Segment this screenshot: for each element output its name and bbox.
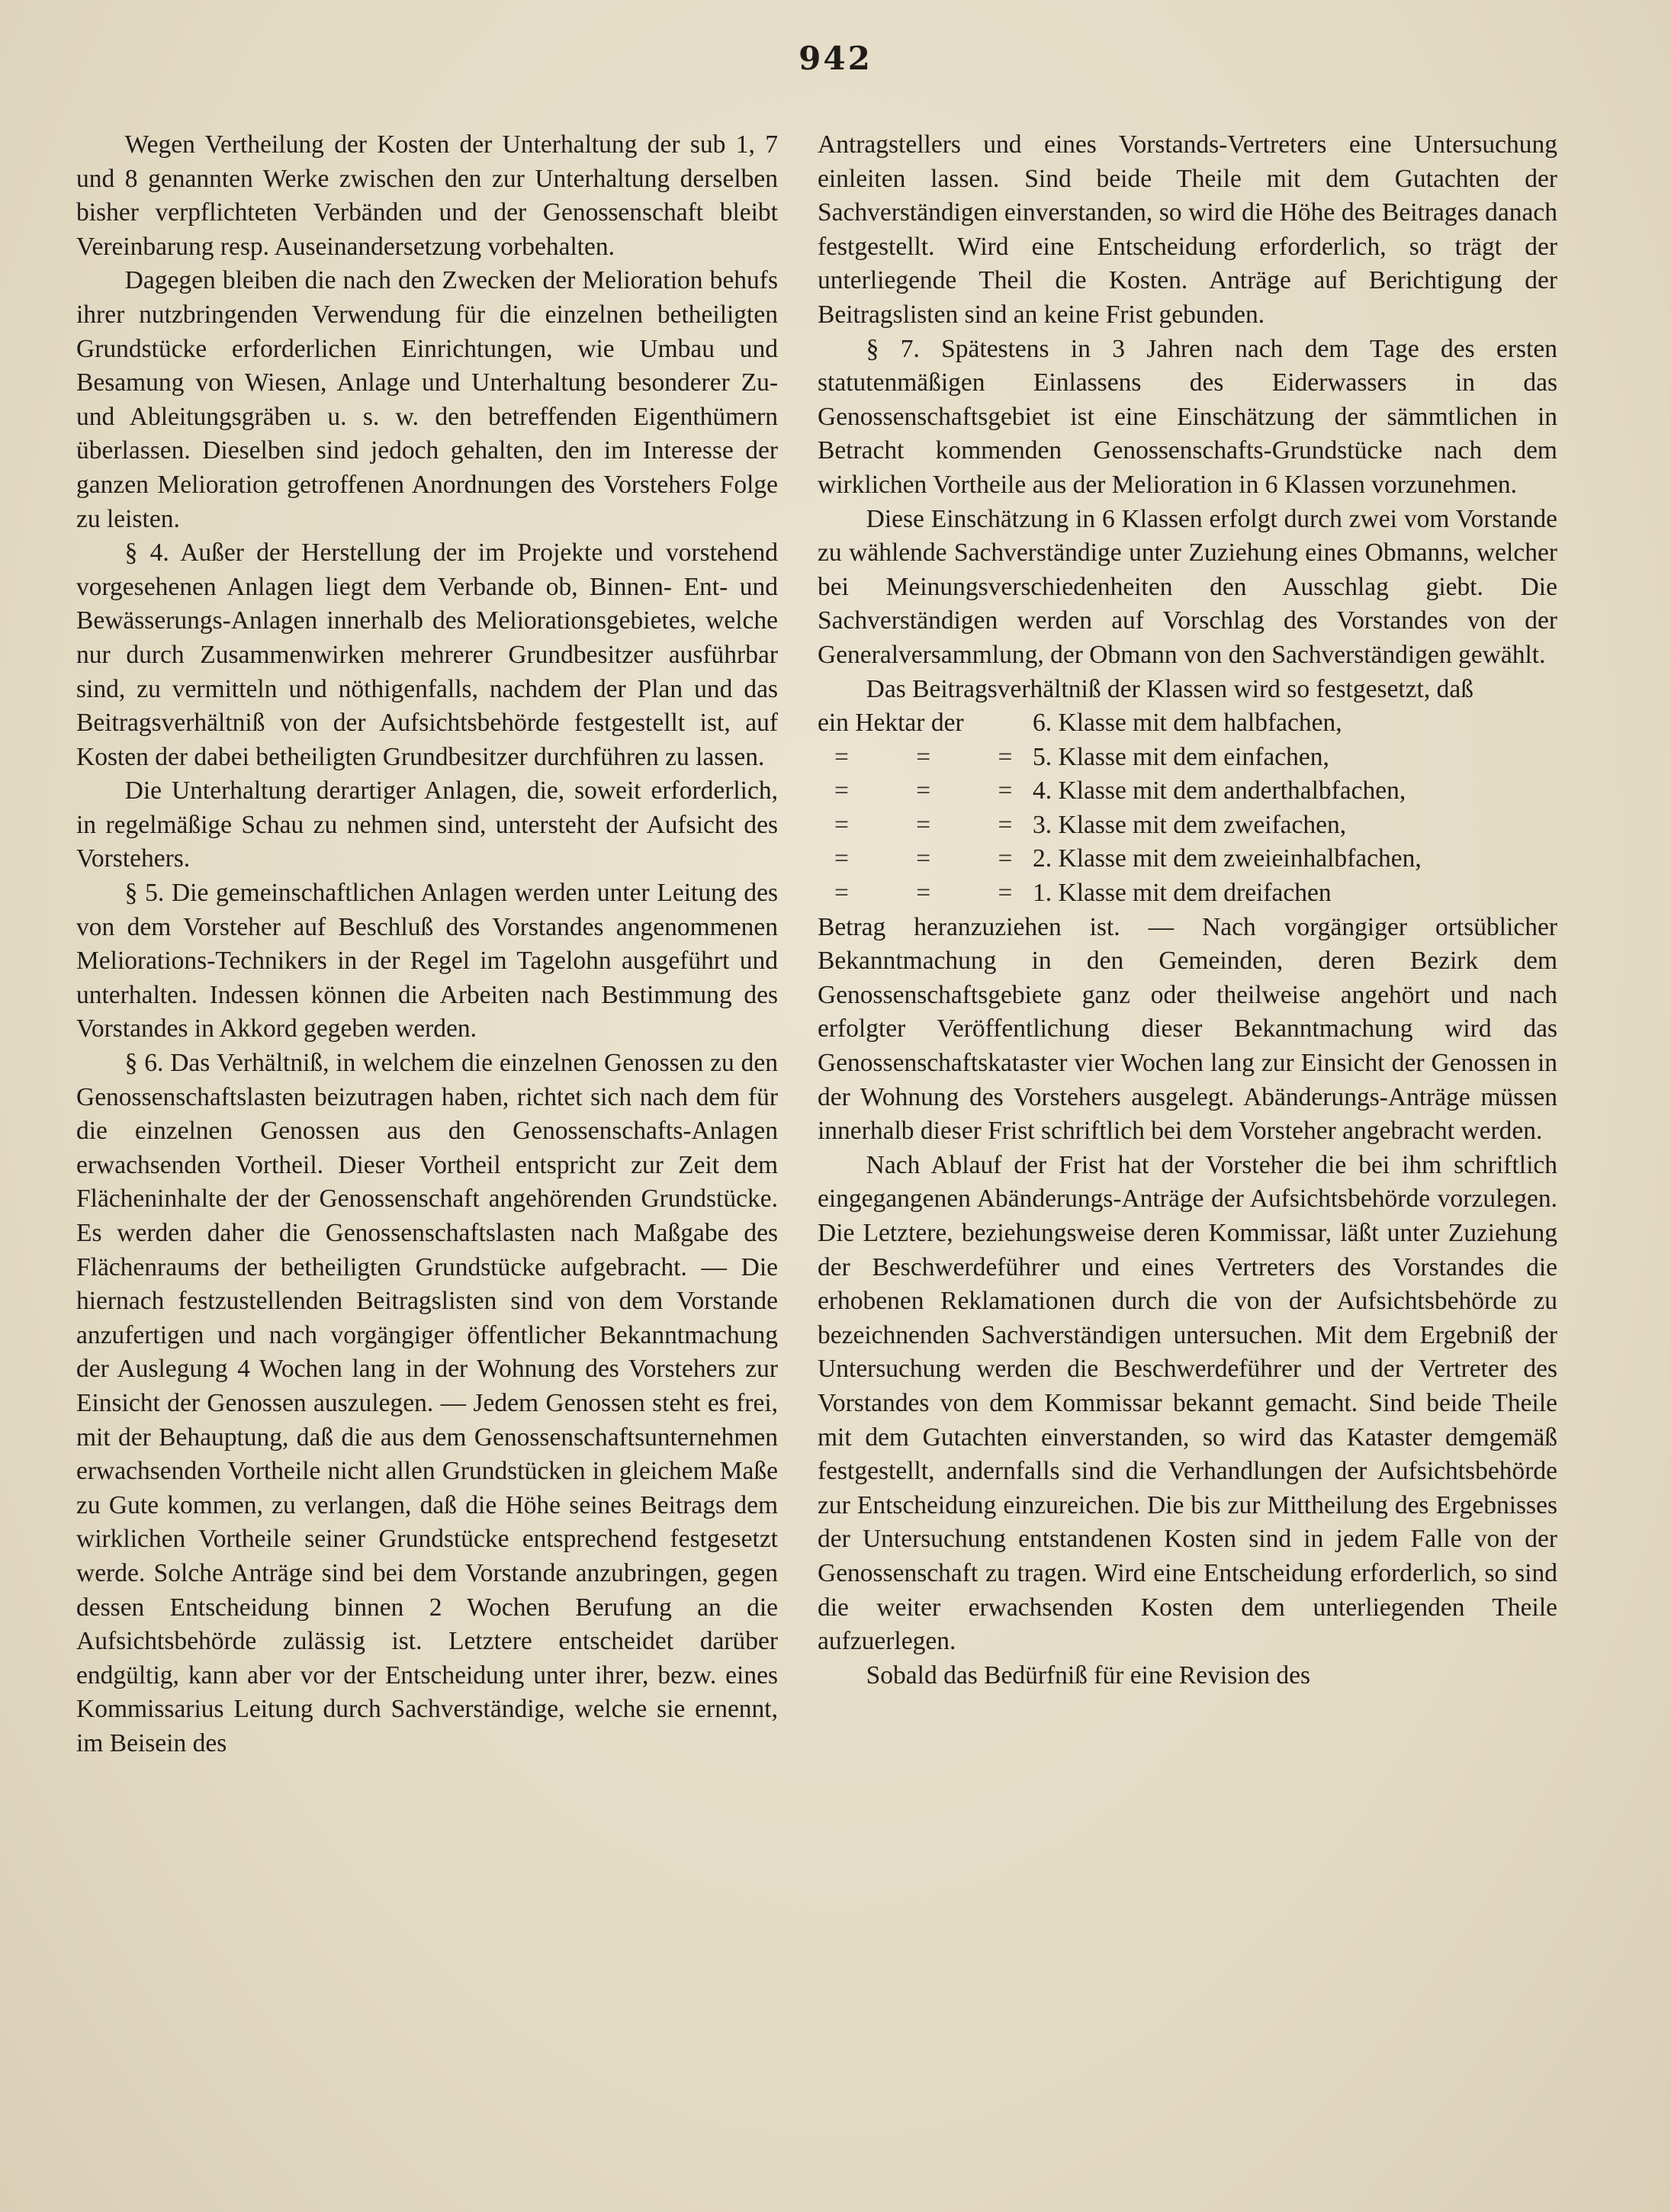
paragraph: § 6. Das Verhältniß, in welchem die einzelnen Genossen zu den Genossenschaftslasten beizutragen haben, richtet sich nach dem für die einzelnen Genossen aus den Genossenschafts-Anlagen erwachsenden Vortheil. Dieser Vortheil entspricht zur Zeit dem Flächeninhalte der der Genossenschaft angehörenden Grundstücke. Es werden daher die Genossenschaftslasten nach Maßgabe des Flächenraums der betheiligten Grundstücke aufgebracht. — Die hiernach festzustellenden Beitragslisten sind von dem Vorstande anzufertigen und nach vorgängiger öffentlicher Bekanntmachung der Auslegung 4 Wochen lang in der Wohnung des Vorstehers zur Einsicht der Genossen auszulegen. — Jedem Genossen steht es frei, mit der Behauptung, daß die aus dem Genossenschaftsunternehmen erwachsenden Vortheile nicht allen Grundstücken in gleichem Maße zu Gute kommen, zu verlangen, daß die Höhe seines Beitrags dem wirklichen Vortheile seiner Grundstücke entsprechend festgesetzt werde. Solche Anträge sind bei dem Vorstande anzubringen, gegen dessen Entscheidung binnen 2 Wochen Berufung an die Aufsichtsbehörde zulässig ist. Letztere entscheidet darüber endgültig, kann aber vor der Entscheidung unter ihrer, bezw. eines Kommissarius Leitung durch Sachverständige, welche sie ernennt, im Beisein des <box>76 1049 778 1757</box>
paragraph: Die Unterhaltung derartiger Anlagen, die, soweit erforderlich, in regelmäßige Schau zu nehmen sind, untersteht der Aufsicht des Vorstehers. <box>76 776 778 873</box>
paragraph: Betrag heranzuziehen ist. — Nach vorgängiger ortsüblicher Bekanntmachung in den Gemeinden, deren Bezirk dem Genossenschaftsgebiete ganz oder theilweise angehört und nach erfolgter Veröffentlichung dieser Bekanntmachung wird das Genossenschaftskataster vier Wochen lang zur Einsicht der Genossen in der Wohnung des Vorstehers ausgelegt. Abänderungs-Anträge müssen innerhalb dieser Frist schriftlich bei dem Vorsteher angebracht werden. <box>818 912 1557 1146</box>
class-row <box>818 741 1557 775</box>
paragraph: Nach Ablauf der Frist hat der Vorsteher die bei ihm schriftlich eingegangenen Abänderungs-Anträge der Aufsichtsbehörde vorzulegen. Die Letztere, beziehungsweise deren Kommissar, läßt unter Zuziehung der Beschwerdeführer und eines Vertreters des Vorstandes die erhobenen Reklamationen durch die von der Aufsichtsbehörde zu bezeichnenden Sachverständigen untersuchen. Mit dem Ergebniß der Untersuchung werden die Beschwerdeführer und der Vertreter des Vorstandes von dem Kommissar bekannt gemacht. Sind beide Theile mit dem Gutachten einverstanden, so wird das Kataster demgemäß festgestellt, andernfalls sind die Verhandlungen der Aufsichtsbehörde zur Entscheidung einzureichen. Die bis zur Mittheilung des Ergebnisses der Untersuchung entstandenen Kosten sind in jedem Falle von der Genossenschaft zu tragen. Wird eine Entscheidung erforderlich, so sind die weiter erwachsenden Kosten dem unterliegenden Theile aufzuerlegen. <box>818 1150 1557 1656</box>
paragraph: Diese Einschätzung in 6 Klassen erfolgt durch zwei vom Vorstande zu wählende Sachverständige unter Zuziehung eines Obmanns, welcher bei Meinungsverschiedenheiten den Ausschlag giebt. Die Sachverständigen werden auf Vorschlag des Vorstandes von der Generalversammlung, der Obmann von den Sachverständigen gewählt. <box>818 504 1557 669</box>
paragraph: § 4. Außer der Herstellung der im Projekte und vorstehend vorgesehenen Anlagen liegt dem Verbande ob, Binnen- Ent- und Bewässerungs-Anlagen innerhalb des Meliorationsgebietes, welche nur durch Zusammenwirken mehrerer Grundbesitzer ausführbar sind, zu vermitteln und nöthigenfalls, nachdem der Plan und das Beitragsverhältniß von der Aufsichtsbehörde festgestellt ist, auf Kosten der dabei betheiligten Grundbesitzer durchführen zu lassen. <box>76 539 778 771</box>
paragraph: § 7. Spätestens in 3 Jahren nach dem Tage des ersten statutenmäßigen Einlassens des Eiderwassers in das Genossenschaftsgebiet ist eine Einschätzung der sämmtlichen in Betracht kommenden Genossenschafts-Grundstücke nach dem wirklichen Vortheile aus der Melioration in 6 Klassen vorzunehmen. <box>818 334 1557 499</box>
paragraph: Das Beitragsverhältniß der Klassen wird so festgesetzt, daß <box>866 674 1473 703</box>
page-number: 942 <box>799 40 872 77</box>
class-row-prefix: ein Hektar der <box>818 709 964 738</box>
right-column <box>818 128 1557 1693</box>
paragraph: Wegen Vertheilung der Kosten der Unterhaltung der sub 1, 7 und 8 genannten Werke zwischen den zur Unterhaltung derselben bisher verpflichteten Verbänden und der Genossenschaft bleibt Vereinbarung resp. Auseinandersetzung vorbehalten. <box>76 130 778 261</box>
class-row <box>818 809 1557 843</box>
class-row <box>818 876 1557 911</box>
class-table <box>818 706 1557 911</box>
class-row <box>818 774 1557 809</box>
paragraph: Dagegen bleiben die nach den Zwecken der Melioration behufs ihrer nutzbringenden Verwendung für die einzelnen betheiligten Grundstücke erforderlichen Einrichtungen, wie Umbau und Besamung von Wiesen, Anlage und Unterhaltung besonderer Zu- und Ableitungsgräben u. s. w. den betreffenden Eigenthümern überlassen. Dieselben sind jedoch gehalten, den im Interesse der ganzen Melioration getroffenen Anordnungen des Vorstehers Folge zu leisten. <box>76 266 778 533</box>
ditto-marks: = = = <box>834 810 1043 839</box>
ditto-marks: = = = <box>834 776 1043 805</box>
ditto-marks: = = = <box>834 844 1043 873</box>
class-row-text: 2. Klasse mit dem zweieinhalbfachen, <box>1033 844 1422 873</box>
class-row <box>818 842 1557 876</box>
class-row-text: 1. Klasse mit dem dreifachen <box>1033 879 1332 908</box>
class-row-text: 4. Klasse mit dem anderthalbfachen, <box>1033 776 1406 805</box>
class-row <box>818 706 1557 741</box>
class-row-text: 3. Klasse mit dem zweifachen, <box>1033 810 1347 839</box>
paragraph: Sobald das Bedürfniß für eine Revision des <box>866 1661 1311 1690</box>
paragraph: Antragstellers und eines Vorstands-Vertreters eine Untersuchung einleiten lassen. Sind beide Theile mit dem Gutachten der Sachverständigen einverstanden, so wird die Höhe des Beitrages danach festgestellt. Wird eine Entscheidung erforderlich, so trägt der unterliegende Theil die Kosten. Anträge auf Berichtigung der Beitragslisten sind an keine Frist gebunden. <box>818 130 1557 329</box>
ditto-marks: = = = <box>834 879 1043 908</box>
left-column <box>76 128 778 1761</box>
class-row-text: 6. Klasse mit dem halbfachen, <box>1033 709 1342 738</box>
ditto-marks: = = = <box>834 742 1043 771</box>
class-row-text: 5. Klasse mit dem einfachen, <box>1033 742 1329 771</box>
paragraph: § 5. Die gemeinschaftlichen Anlagen werden unter Leitung des von dem Vorsteher auf Beschluß des Vorstandes angenommenen Meliorations-Technikers in der Regel im Tagelohn ausgeführt und unterhalten. Indessen können die Arbeiten nach Bestimmung des Vorstandes in Akkord gegeben werden. <box>76 879 778 1043</box>
